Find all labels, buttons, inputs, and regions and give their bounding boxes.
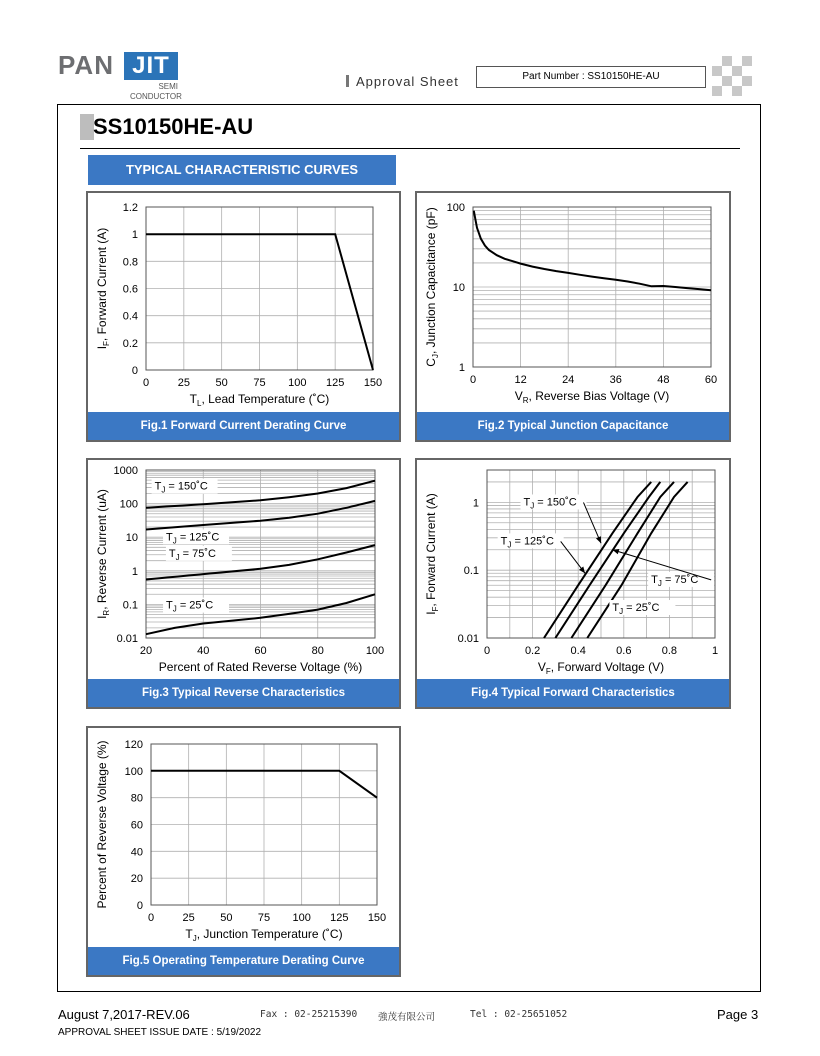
footer-date-rev: August 7,2017-REV.06 (58, 1007, 190, 1022)
annotation-arrowhead (612, 549, 619, 554)
y-axis-title (95, 489, 111, 619)
y-tick-label: 100 (446, 202, 465, 214)
fig5-chart (88, 728, 399, 947)
y-axis-title (95, 740, 109, 908)
x-tick-label: 0.8 (661, 645, 678, 657)
logo-sub-conductor: CONDUCTOR (130, 92, 182, 101)
x-axis-title-rest: , Forward Voltage (V) (550, 660, 665, 674)
fig5-panel (86, 726, 401, 977)
approval-bar-icon (346, 75, 349, 87)
y-tick-label: 100 (119, 498, 138, 511)
x-tick-label: 0.4 (570, 645, 586, 657)
y-tick-label: 120 (124, 739, 143, 751)
fig3-panel (86, 458, 401, 709)
x-tick-label: 12 (514, 374, 527, 386)
x-tick-label: 100 (365, 645, 385, 657)
x-tick-label: 125 (330, 912, 349, 924)
y-tick-label: 1 (458, 362, 465, 374)
x-axis-title (190, 392, 330, 408)
y-tick-label: 0.01 (457, 633, 479, 645)
y-axis-title-sub: F (102, 341, 111, 346)
x-tick-label: 60 (254, 645, 267, 657)
y-tick-label: 0.1 (122, 599, 138, 612)
x-axis-title (185, 927, 342, 943)
fig1-caption: Fig.1 Forward Current Derating Curve (88, 412, 399, 440)
y-axis-title (424, 493, 440, 615)
x-axis-title-main: V (537, 660, 546, 674)
x-axis-title-sub: J (192, 934, 197, 943)
fig5-caption: Fig.5 Operating Temperature Derating Curve (88, 947, 399, 975)
y-tick-label: 1000 (113, 465, 138, 477)
footer-fax: Fax : 02-25215390 (260, 1009, 358, 1020)
annotation-label-sub: J (161, 485, 166, 495)
x-tick-label: 36 (609, 374, 622, 386)
x-axis-title-sub: F (545, 667, 551, 676)
y-axis-title-sub: F (431, 606, 440, 612)
fig2-chart (417, 193, 729, 412)
x-axis-title (538, 660, 664, 676)
approval-sheet-label: Approval Sheet (356, 74, 459, 89)
annotation-label-main: T (154, 480, 162, 493)
x-tick-label: 20 (139, 645, 153, 657)
annotation-label-main: T (500, 535, 508, 548)
logo-subtitle (130, 82, 182, 102)
checker-pattern-icon (712, 56, 752, 96)
annotation-label-main: T (523, 496, 531, 509)
y-tick-label: 0.01 (116, 633, 138, 645)
annotation-label-sub: J (530, 501, 535, 511)
x-axis-title-sub: R (522, 396, 529, 405)
y-axis-title-sub: R (102, 609, 111, 616)
y-tick-label: 10 (125, 532, 138, 545)
logo-pan-text: PAN (58, 50, 114, 80)
fig1-chart (88, 193, 399, 412)
fig3-chart (88, 460, 399, 679)
annotation-label-main: T (166, 531, 173, 544)
x-tick-label: 50 (220, 912, 233, 924)
x-tick-label: 50 (215, 377, 228, 389)
y-axis-title-rest: , Forward Current (A) (424, 493, 438, 607)
annotation-label-sub: J (657, 578, 662, 588)
x-tick-label: 0.2 (524, 645, 541, 657)
annotation-label-sub: J (507, 540, 512, 550)
y-axis-title-main: Percent of Reverse Voltage (%) (95, 740, 109, 909)
x-axis-title-sub: L (197, 399, 202, 408)
part-number-box: Part Number : SS10150HE-AU (476, 66, 706, 88)
fig2-panel (415, 191, 731, 442)
footer-issue-date: APPROVAL SHEET ISSUE DATE : 5/19/2022 (58, 1027, 262, 1038)
y-axis-title (424, 207, 440, 366)
x-tick-label: 0 (142, 377, 150, 389)
fig4-chart (417, 460, 729, 679)
title-accent (80, 114, 94, 140)
annotation-label-main: T (612, 602, 620, 615)
y-tick-label: 0 (136, 900, 143, 912)
y-axis-title-rest: , Junction Capacitance (pF) (424, 207, 438, 355)
x-tick-label: 0.6 (616, 645, 632, 657)
x-tick-label: 40 (197, 645, 210, 657)
y-axis-title-rest: , Forward Current (A) (95, 227, 109, 342)
y-tick-label: 0.4 (122, 310, 138, 323)
y-tick-label: 100 (124, 765, 143, 778)
annotation-label-rest: = 150˚C (534, 496, 577, 509)
annotation-label-sub: J (172, 536, 177, 546)
annotation-label-main: T (166, 599, 173, 612)
x-tick-label: 80 (311, 645, 324, 657)
section-heading: TYPICAL CHARACTERISTIC CURVES (88, 155, 396, 185)
x-axis-title-main: Percent of Rated Reverse Voltage (%) (158, 660, 363, 674)
x-tick-label: 0 (469, 374, 477, 386)
x-tick-label: 125 (325, 377, 345, 389)
y-tick-label: 60 (130, 819, 143, 832)
annotation-label-rest: = 25˚C (623, 602, 660, 615)
logo-jit-text: JIT (124, 52, 178, 80)
y-tick-label: 40 (130, 846, 143, 859)
footer-tel: Tel : 02-25651052 (470, 1009, 568, 1020)
annotation-label-rest: = 125˚C (176, 531, 220, 544)
x-axis-title (159, 660, 362, 674)
y-tick-label: 1.2 (122, 202, 138, 214)
annotation-label-sub: J (619, 607, 624, 617)
y-axis-title (95, 228, 111, 350)
y-axis-title-main: I (95, 615, 109, 619)
x-axis-title-main: V (514, 389, 523, 403)
series-line (474, 211, 711, 291)
y-tick-label: 1 (472, 497, 479, 510)
x-axis-title-rest: , Junction Temperature (˚C) (196, 927, 343, 941)
annotation-label-main: T (651, 573, 658, 586)
logo-sub-semi: SEMI (158, 82, 178, 91)
title-divider (80, 148, 740, 149)
fig2-caption: Fig.2 Typical Junction Capacitance (417, 412, 729, 440)
x-tick-label: 100 (288, 377, 307, 389)
y-tick-label: 1 (131, 229, 138, 242)
x-axis-title-rest: , Lead Temperature (˚C) (201, 392, 330, 406)
y-tick-label: 0.6 (122, 283, 138, 296)
y-tick-label: 20 (130, 873, 143, 886)
y-tick-label: 0.2 (122, 337, 138, 350)
x-tick-label: 1 (711, 645, 719, 657)
y-tick-label: 0.1 (463, 565, 479, 578)
annotation-label-sub: J (172, 604, 177, 614)
x-tick-label: 150 (363, 377, 383, 389)
x-tick-label: 60 (704, 374, 718, 386)
x-tick-label: 0 (483, 645, 491, 657)
fig1-panel (86, 191, 401, 442)
page-title: SS10150HE-AU (93, 114, 254, 139)
y-axis-title-sub: J (431, 354, 440, 359)
y-tick-label: 80 (130, 792, 143, 805)
annotation-label-sub: J (175, 552, 180, 562)
y-tick-label: 10 (452, 282, 465, 294)
y-axis-title-main: I (424, 611, 438, 615)
annotation-label-main: T (168, 547, 176, 560)
fig4-panel (415, 458, 731, 709)
y-axis-title-main: I (95, 345, 109, 350)
annotation-label-rest: = 75˚C (179, 547, 217, 560)
fig3-caption: Fig.3 Typical Reverse Characteristics (88, 679, 399, 707)
y-axis-title-rest: , Reverse Current (uA) (95, 489, 109, 610)
annotation-label-rest: = 150˚C (165, 480, 208, 493)
fig4-caption: Fig.4 Typical Forward Characteristics (417, 679, 729, 707)
y-tick-label: 0.8 (122, 256, 138, 269)
annotation-label-rest: = 75˚C (661, 573, 699, 586)
y-axis-title-main: C (424, 358, 438, 367)
x-tick-label: 75 (257, 912, 271, 924)
footer-company: 強茂有限公司 (378, 1012, 436, 1023)
x-tick-label: 100 (292, 912, 311, 924)
annotation-arrowhead (579, 567, 585, 574)
x-tick-label: 25 (182, 912, 195, 924)
x-axis-title-rest: , Reverse Bias Voltage (V) (528, 389, 670, 403)
x-axis-title-main: T (185, 927, 193, 941)
x-tick-label: 48 (657, 374, 670, 386)
x-tick-label: 75 (253, 377, 266, 389)
x-tick-label: 24 (562, 374, 575, 386)
x-axis-title (515, 389, 670, 405)
x-axis-title-main: T (189, 392, 198, 406)
annotation-label-rest: = 25˚C (176, 599, 214, 612)
x-tick-label: 25 (177, 377, 190, 389)
x-tick-label: 150 (367, 912, 387, 924)
annotation-label-rest: = 125˚C (511, 535, 554, 548)
y-tick-label: 1 (131, 565, 138, 578)
x-tick-label: 0 (147, 912, 155, 924)
footer-page-number: Page 3 (717, 1007, 759, 1022)
y-tick-label: 0 (131, 365, 138, 377)
